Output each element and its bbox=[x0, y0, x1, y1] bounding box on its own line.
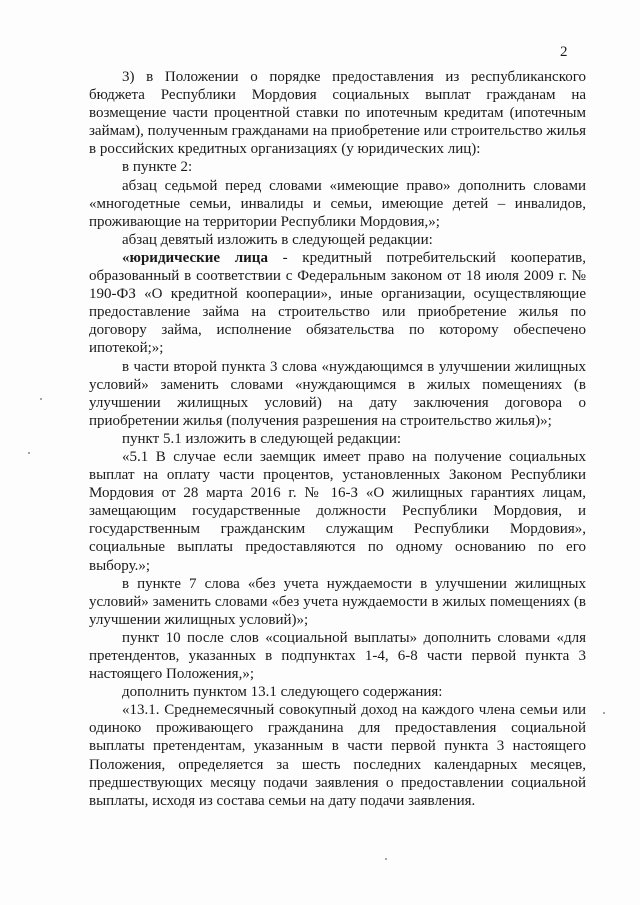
scan-speck bbox=[40, 398, 42, 400]
page-number: 2 bbox=[560, 44, 568, 60]
paragraph-point-5-1-intro: пункт 5.1 изложить в следующей редакции: bbox=[122, 430, 402, 447]
scan-speck bbox=[603, 712, 605, 714]
paragraph-point-13-1: «13.1. Среднемесячный совокупный доход на каждого члена семьи или одиноко проживающего гражданина для предоставления социальной выплаты претендентам, указанным в части первой пункта 3 настоящего Положения, определяется за шесть последних календарных месяцев, предшествующих месяцу подачи заявления о предоставлении социальной выплаты, исходя из состава семьи на дату подачи заявления. bbox=[89, 702, 586, 809]
paragraph-point-7: в пункте 7 слова «без учета нуждаемости в улучшении жилищных условий» заменить словами «без учета нуждаемости в жилых помещениях (в улучшении жилищных условий)»; bbox=[89, 575, 586, 628]
scan-speck bbox=[385, 858, 387, 860]
paragraph-point-3: в части второй пункта 3 слова «нуждающимся в улучшении жилищных условий» заменить словами «нуждающимся в жилых помещениях (в улучшении жилищных условий) на дату заключения договора о приобретении жилья (получения разрешения на строительство жилья)»; bbox=[89, 358, 586, 429]
paragraph-legal-entities bbox=[89, 249, 586, 358]
term-dash: - bbox=[267, 249, 303, 266]
defined-term: «юридические лица bbox=[122, 249, 268, 266]
paragraph-point-13-1-intro: дополнить пунктом 13.1 следующего содержания: bbox=[122, 684, 443, 701]
paragraph-item-3: 3) в Положении о порядке предоставления из республиканского бюджета Республики Мордовия социальных выплат гражданам на возмещение части процентной ставки по ипотечным кредитам (ипотечным займам), полученным гражданами на приобретение или строительство жилья в российских кредитных организациях (у юридических лиц): bbox=[89, 69, 586, 158]
document-body bbox=[89, 68, 586, 810]
paragraph-point-2: в пункте 2: bbox=[122, 159, 193, 176]
paragraph-abzac-7: абзац седьмой перед словами «имеющие право» дополнить словами «многодетные семьи, инвалиды и семьи, имеющие детей – инвалидов, проживающие на территории Республики Мордовия,»; bbox=[89, 177, 586, 230]
paragraph-point-10: пункт 10 после слов «социальной выплаты» дополнить словами «для претендентов, указанных в подпунктах 1-4, 6-8 части первой пункта 3 настоящего Положения,»; bbox=[89, 629, 586, 683]
paragraph-abzac-9-intro: абзац девятый изложить в следующей редакции: bbox=[122, 231, 433, 248]
paragraph-point-5-1: «5.1 В случае если заемщик имеет право на получение социальных выплат на оплату части процентов, установленных Законом Республики Мордовия от 28 марта 2016 г. № 16-З «О жилищных гарантиях лицам, замещающим государственные должности Республики Мордовия, и государственным гражданским служащим Республики Мордовия», социальные выплаты предоставляются по одному основанию по его выбору.»; bbox=[89, 448, 586, 574]
definition-text: кредитный потребительский кооператив, образованный в соответствии с Федеральным законом от 18 июля 2009 г. № 190-ФЗ «О кредитной кооперации», иные организации, осуществляющие предоставление займа на строительство или приобретение жилья по договору займа, исполнение обязательства по которому обеспечено ипотекой;»; bbox=[89, 249, 587, 357]
scan-speck bbox=[28, 452, 30, 454]
